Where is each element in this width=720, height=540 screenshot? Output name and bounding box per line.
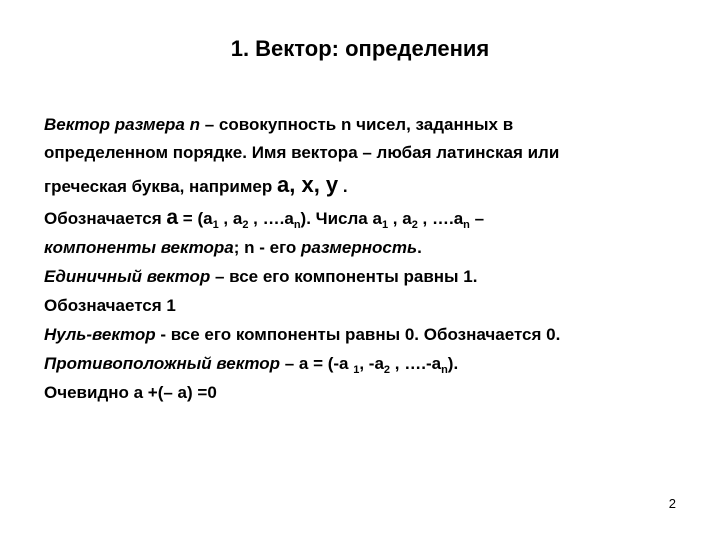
line-10-text: Очевидно a +(– a) =0 [44,383,217,402]
vector-def-part: – [469,209,485,228]
subscript: 1 [381,219,389,231]
body-line-3 [44,167,684,203]
subscript: 2 [411,219,418,231]
line-5-end: . [417,238,422,257]
vector-def-part: , a [218,209,243,228]
body-line-5 [44,233,684,262]
body-line-2 [44,139,684,167]
line-2-text: определенном порядке. Имя вектора – любая латинская или [44,143,560,162]
vector-def-part: , ….a [417,209,464,228]
vector-def-part: ). Числа a [300,209,382,228]
vector-def-part: , a [388,209,412,228]
subscript: n [293,219,301,231]
line-6-text: – все его компоненты равны 1. [210,267,478,286]
body-line-9 [44,349,684,378]
subscript: 1 [212,219,219,231]
opposite-def-part: , -a [359,354,384,373]
term-zero-vector: Нуль-вектор [44,325,156,344]
opposite-def-part: , ….-a [390,354,442,373]
body-line-4 [44,203,684,233]
line-5-text: ; n - его [233,238,302,257]
slide-body [44,110,684,407]
body-line-6 [44,262,684,291]
subscript: 1 [353,364,360,376]
line-8-text: - все его компоненты равны 0. Обозначается 0. [155,325,561,344]
opposite-def-part: – a = (-a [280,354,354,373]
slide-title: 1. Вектор: определения [230,36,490,61]
line-3-end: . [338,177,348,196]
term-vector-size-n: Вектор размера n [44,115,200,134]
page-number: 2 [668,496,676,511]
line-7-text: Обозначается 1 [44,296,176,315]
line-3-text: греческая буква, например [44,177,277,196]
vector-symbol-a: a [166,206,179,229]
subscript: 2 [383,364,391,376]
vector-def-part: = (a [178,209,213,228]
body-line-8 [44,320,684,349]
opposite-def-part: ). [447,354,459,373]
body-line-7 [44,291,684,320]
subscript: n [463,219,470,231]
term-dimension: размерность [301,238,418,257]
term-opposite-vector: Противоположный вектор [44,354,280,373]
term-vector-components: компоненты вектора [44,238,234,257]
subscript: n [441,364,448,376]
term-unit-vector: Единичный вектор [44,267,211,286]
example-letters: a, x, y [277,172,339,197]
vector-def-part: , ….a [248,209,294,228]
subscript: 2 [242,219,249,231]
body-line-10 [44,378,684,407]
body-line-1 [44,110,684,139]
line-1-text: – совокупность n чисел, заданных в [200,115,514,134]
notation-label: Обозначается [44,209,167,228]
